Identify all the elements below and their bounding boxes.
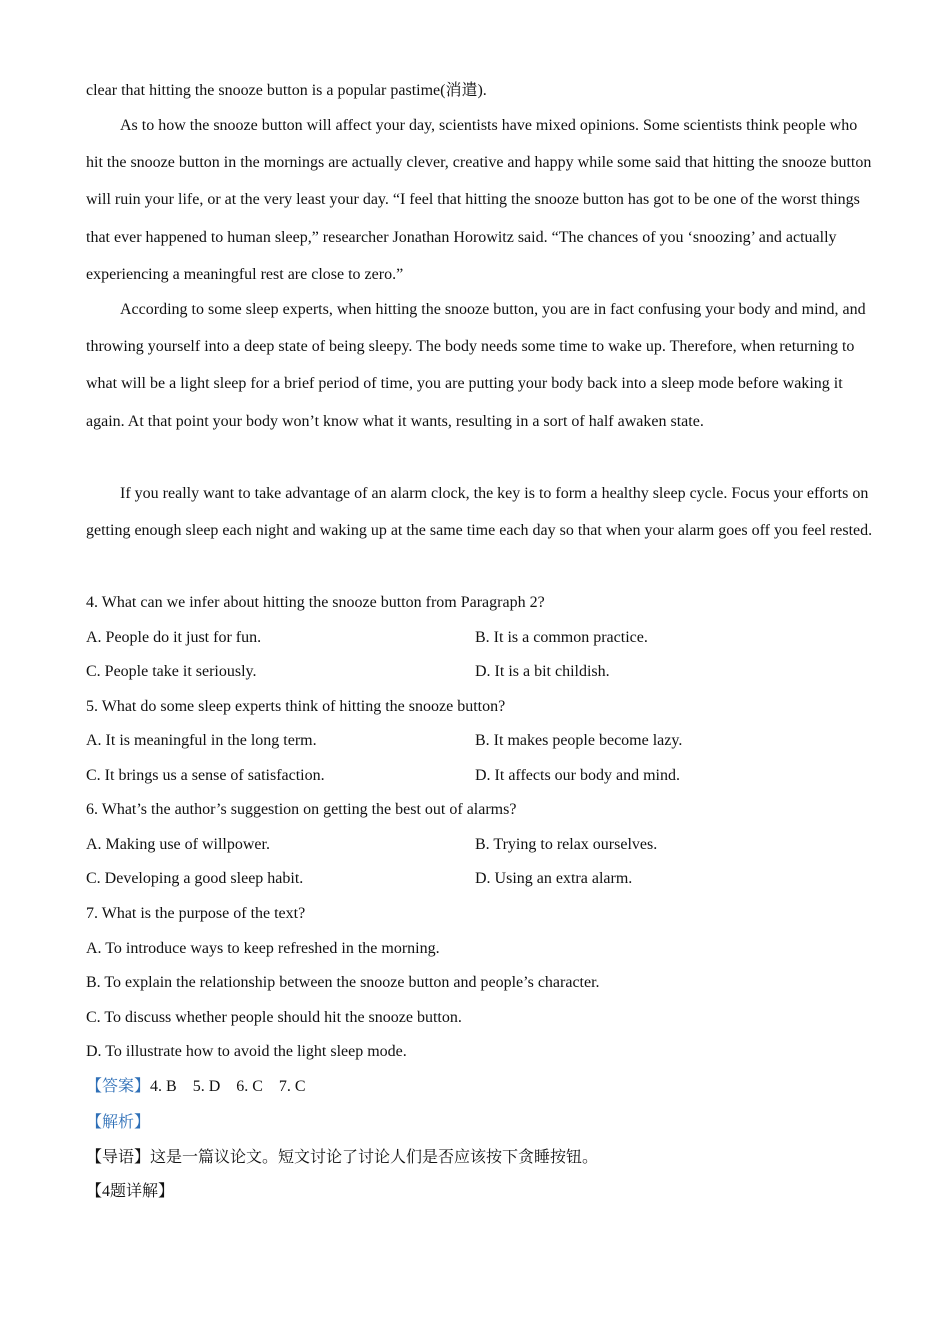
- paragraph-4: According to some sleep experts, when hitting the snooze button, you are in fact confusing your body and mind, and throwing yourself into a deep state of being sleepy. The body needs some time to wake up. Therefore, when returning to what will be a light sleep for a brief period of time, you are putting your body back into a sleep mode before waking it again. At that point your body won’t know what it wants, resulting in a sort of half awaken state.: [86, 301, 866, 430]
- question-4-stem: 4. What can we infer about hitting the snooze button from Paragraph 2?: [86, 594, 545, 611]
- answer-label: 【答案】: [86, 1078, 151, 1095]
- question-4-option-b: B. It is a common practice.: [475, 629, 648, 646]
- question-5-option-b: B. It makes people become lazy.: [475, 732, 683, 749]
- question-6-option-a: A. Making use of willpower.: [86, 836, 270, 853]
- question-7-option-b: B. To explain the relationship between the snooze button and people’s character.: [86, 974, 600, 991]
- question-4-option-a: A. People do it just for fun.: [86, 629, 262, 646]
- guide-text: 【导语】这是一篇议论文。短文讨论了讨论人们是否应该按下贪睡按钮。: [86, 1149, 599, 1166]
- question-4-detail-heading: 【4题详解】: [86, 1183, 175, 1200]
- question-4-option-d: D. It is a bit childish.: [475, 663, 610, 680]
- question-7-option-d: D. To illustrate how to avoid the light sleep mode.: [86, 1043, 407, 1060]
- paragraph-1-end: clear that hitting the snooze button is a popular pastime(消遣).: [86, 82, 487, 99]
- question-5-option-d: D. It affects our body and mind.: [475, 767, 680, 784]
- question-6-option-c: C. Developing a good sleep habit.: [86, 870, 304, 887]
- answer-line: [86, 1077, 306, 1097]
- paragraph-3: As to how the snooze button will affect your day, scientists have mixed opinions. Some scientists think people who hit the snooze button in the mornings are actually clever, creative and happy while some said that hitting the snooze button will ruin your life, or at the very least your day. “I feel that hitting the snooze button has got to be one of the worst things that ever happened to human sleep,” researcher Jonathan Horowitz said. “The chances of you ‘snoozing’ and actually experiencing a meaningful rest are close to zero.”: [86, 117, 872, 283]
- question-6-stem: 6. What’s the author’s suggestion on getting the best out of alarms?: [86, 801, 517, 818]
- question-7-option-c: C. To discuss whether people should hit the snooze button.: [86, 1009, 462, 1026]
- question-7-option-a: A. To introduce ways to keep refreshed in the morning.: [86, 940, 440, 957]
- question-5-option-a: A. It is meaningful in the long term.: [86, 732, 317, 749]
- answer-text: 4. B 5. D 6. C 7. C: [150, 1078, 306, 1095]
- question-4-option-c: C. People take it seriously.: [86, 663, 257, 680]
- analysis-label: 【解析】: [86, 1114, 151, 1131]
- paragraph-5: If you really want to take advantage of an alarm clock, the key is to form a healthy sleep cycle. Focus your efforts on getting enough sleep each night and waking up at the same time each day so that when your alarm goes off you feel rested.: [86, 485, 873, 540]
- question-6-option-b: B. Trying to relax ourselves.: [475, 836, 658, 853]
- question-5-stem: 5. What do some sleep experts think of hitting the snooze button?: [86, 698, 506, 715]
- question-7-stem: 7. What is the purpose of the text?: [86, 905, 306, 922]
- question-6-option-d: D. Using an extra alarm.: [475, 870, 633, 887]
- question-5-option-c: C. It brings us a sense of satisfaction.: [86, 767, 325, 784]
